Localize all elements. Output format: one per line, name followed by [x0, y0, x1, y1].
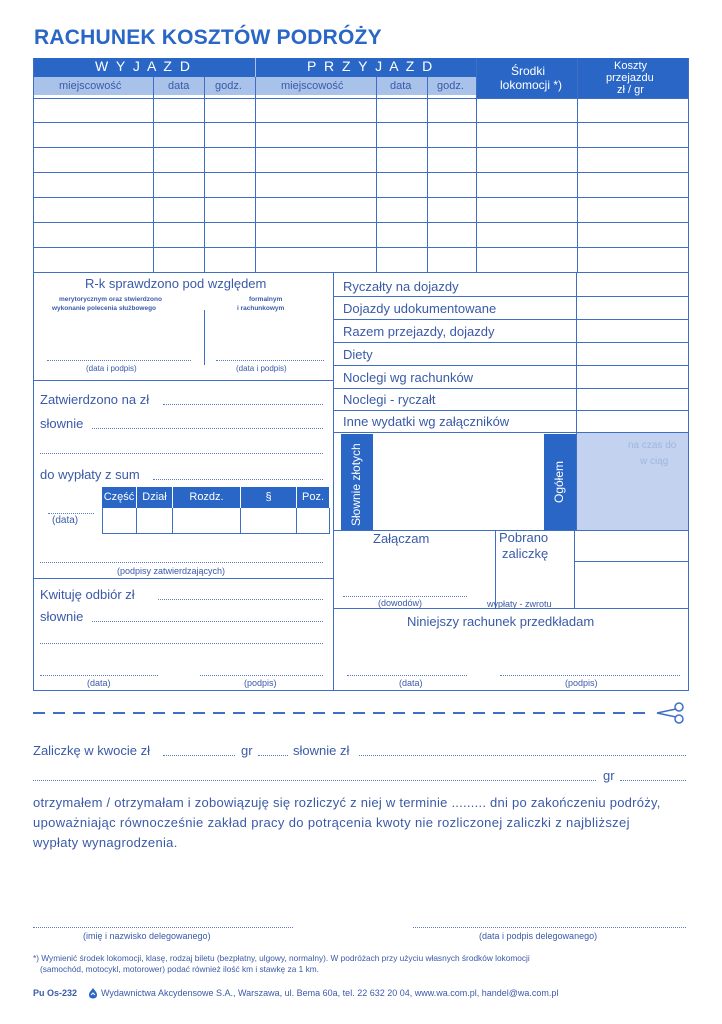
attach-podpis-label: (podpis) — [565, 678, 598, 688]
slownie-label: słownie — [40, 416, 84, 431]
footnote-line1: *) Wymienić środek lokomocji, klasę, rodzaj biletu (bezpłatny, ulgowy, normalny). W podróżach przy użyciu własnych środków lokomocji — [33, 953, 530, 963]
data2-label: (data) — [87, 678, 111, 688]
wyjazd-header: W Y J A Z D — [95, 58, 192, 74]
attach-data-label: (data) — [399, 678, 423, 688]
attach-data-line[interactable] — [347, 675, 467, 676]
advance-gr-2[interactable] — [620, 780, 686, 781]
pobrano-line1: Pobrano — [499, 530, 549, 545]
sig-right-label: (data i podpis delegowanego) — [479, 931, 598, 941]
cost-row-noclegi-ryczalt: Noclegi - ryczałt — [343, 392, 436, 407]
col-czesc: Część — [102, 487, 136, 508]
cost-row-diety: Diety — [343, 347, 373, 362]
col-dzial: Dział — [137, 487, 172, 508]
ogolem-label: Ogółem — [552, 460, 566, 503]
dowodow-field[interactable] — [343, 596, 467, 597]
watermark-line1: na czas do — [628, 440, 677, 451]
col-rozdz: Rozdz. — [173, 487, 240, 508]
formal-line1: formalnym — [249, 296, 283, 303]
pobrano-line2: zaliczkę — [502, 546, 549, 561]
advance-para2: upoważniając równocześnie zakład pracy do potrącenia kwoty nie rozliczonej zaliczki z najbliższej — [33, 815, 630, 830]
cost-row-razem: Razem przejazdy, dojazdy — [343, 324, 495, 339]
zatwierdzono-amount[interactable] — [163, 404, 323, 405]
srodki-line2: lokomocji *) — [500, 78, 563, 92]
podpis2-label: (podpis) — [244, 678, 277, 688]
data-label: (data) — [52, 515, 79, 526]
slownie-field[interactable] — [92, 428, 323, 429]
publisher-text: Wydawnictwa Akcydensowe S.A., Warszawa, ul. Bema 60a, tel. 22 632 20 04, www.wa.com.pl, handel@wa.com.pl — [101, 988, 559, 998]
col-paragraf: § — [241, 487, 296, 508]
publisher-logo-icon — [87, 987, 99, 999]
podpisy-line[interactable] — [40, 562, 323, 563]
publisher-code: Pu Os-232 — [33, 988, 78, 998]
sig-line-merit[interactable] — [47, 360, 191, 361]
advance-slownie[interactable] — [359, 755, 686, 756]
footnote-line2: (samochód, motocykl, motorower) podać również ilość km i stawkę za 1 km. — [40, 964, 319, 974]
do-wyplaty-label: do wypłaty z sum — [40, 467, 140, 482]
sig2-label: (data i podpis) — [236, 364, 287, 373]
sig-left-line[interactable] — [33, 927, 293, 928]
col-miejscowosc-2: miejscowość — [281, 80, 344, 92]
merit-line2: wykonanie polecenia służbowego — [52, 305, 157, 312]
scissors-icon — [655, 700, 687, 726]
sig-left-label: (imię i nazwisko delegowanego) — [83, 931, 211, 941]
podpisy-label: (podpisy zatwierdzających) — [117, 566, 226, 576]
advance-line1-b: gr — [241, 743, 253, 758]
col-godz-2: godz. — [437, 80, 464, 92]
koszty-line3: zł / gr — [617, 84, 644, 96]
cost-row-inne: Inne wydatki wg załączników — [343, 414, 510, 429]
formal-line2: i rachunkowym — [237, 305, 285, 312]
slownie2-field[interactable] — [92, 621, 323, 622]
col-miejscowosc-1: miejscowość — [59, 80, 122, 92]
przyjazd-header: P R Z Y J A Z D — [307, 58, 435, 74]
kwituje-label: Kwituję odbiór zł — [40, 587, 135, 602]
slownie-field-2[interactable] — [40, 453, 323, 454]
advance-para3: wypłaty wynagrodzenia. — [33, 835, 178, 850]
col-data-2: data — [390, 80, 412, 92]
check-title: R-k sprawdzono pod względem — [85, 276, 267, 291]
attach-podpis-line[interactable] — [500, 675, 680, 676]
advance-slownie-2[interactable] — [33, 780, 596, 781]
podpis2-line[interactable] — [200, 675, 323, 676]
wyplaty-label: wypłaty - zwrotu — [487, 599, 552, 609]
data2-line[interactable] — [40, 675, 158, 676]
slownie2-field-2[interactable] — [40, 643, 323, 644]
advance-amount-zl[interactable] — [163, 755, 235, 756]
advance-para1: otrzymałem / otrzymałam i zobowiązuję się rozliczyć z niej w terminie ......... dni po zakończeniu podróży, — [33, 795, 661, 810]
col-data-1: data — [168, 80, 190, 92]
cost-row-ryczalty: Ryczałty na dojazdy — [343, 279, 459, 294]
watermark-line2: w ciąg — [640, 456, 669, 467]
merit-line1: merytorycznym oraz stwierdzono — [59, 296, 162, 303]
sig1-label: (data i podpis) — [86, 364, 137, 373]
zatwierdzono-label: Zatwierdzono na zł — [40, 392, 150, 407]
date-field[interactable] — [48, 513, 94, 514]
sig-right-line[interactable] — [413, 927, 686, 928]
srodki-line1: Środki — [511, 64, 546, 78]
do-wyplaty-field[interactable] — [153, 479, 323, 480]
sig-line-formal[interactable] — [216, 360, 324, 361]
advance-amount-gr[interactable] — [258, 755, 288, 756]
kwituje-field[interactable] — [158, 599, 323, 600]
slownie-zlotych-label: Słownie złotych — [349, 443, 363, 526]
koszty-line2: przejazdu — [606, 72, 654, 84]
zalaczam-label: Załączam — [373, 531, 430, 546]
koszty-line1: Koszty — [614, 60, 648, 72]
advance-line1-c: słownie zł — [293, 743, 350, 758]
col-poz: Poz. — [297, 487, 329, 508]
dowodow-label: (dowodów) — [378, 598, 423, 608]
cost-row-noclegi: Noclegi wg rachunków — [343, 370, 474, 385]
advance-line2-gr: gr — [603, 768, 615, 783]
cost-row-dojazdy: Dojazdy udokumentowane — [343, 301, 497, 316]
advance-line1-a: Zaliczkę w kwocie zł — [33, 743, 151, 758]
page-title: RACHUNEK KOSZTÓW PODRÓŻY — [34, 26, 382, 49]
przedkladam-label: Niniejszy rachunek przedkładam — [407, 614, 595, 629]
slownie2-label: słownie — [40, 609, 84, 624]
col-godz-1: godz. — [215, 80, 242, 92]
